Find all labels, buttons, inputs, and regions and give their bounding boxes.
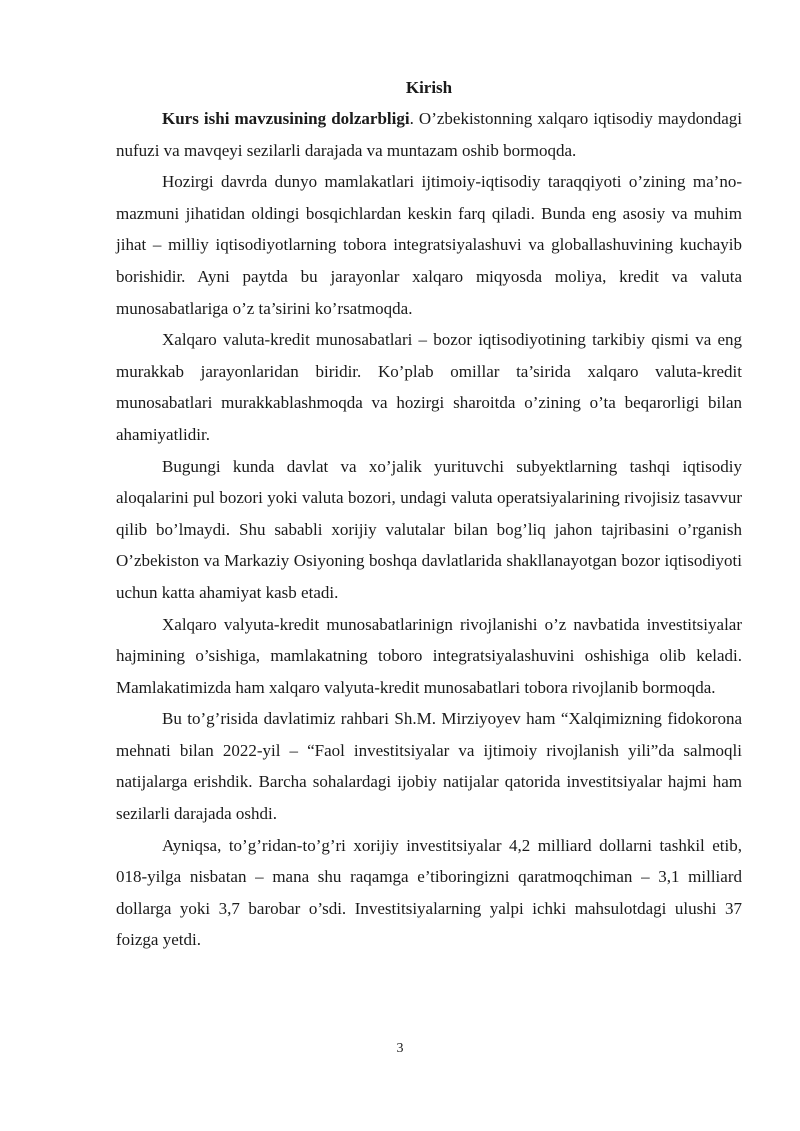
paragraph-2 <box>116 166 742 324</box>
paragraph-text: Xalqaro valuta-kredit munosabatlari – bozor iqtisodiyotining tarkibiy qismi va eng murakkab jarayonlaridan biridir. Ko’plab omillar ta’sirida xalqaro valuta-kredit munosabatlari murakkablashmoqda va hozirgi sharoitda o’zining o’ta beqarorligi bilan ahamiyatlidir. <box>116 330 742 444</box>
paragraph-text: Bu to’g’risida davlatimiz rahbari Sh.M. Mirziyoyev ham “Xalqimizning fidokorona mehnati bilan 2022-yil – “Faol investitsiyalar va ijtimoiy rivojlanish yili”da salmoqli natijalarga erishdik. Barcha sohalardagi ijobiy natijalar qatorida investitsiyalar hajmi ham sezilarli darajada oshdi. <box>116 709 742 824</box>
paragraph-6 <box>116 703 742 829</box>
paragraph-4 <box>116 451 742 609</box>
paragraph-text: Bugungi kunda davlat va xo’jalik yurituvchi subyektlarning tashqi iqtisodiy aloqalarini pul bozori yoki valuta bozori, undagi valuta operatsiyalarining rivojisiz tasavvur qilib bo’lmaydi. Shu sababli xorijiy valutalar bilan bog’liq jahon tajribasini o’rganish O’zbekiston va Markaziy Osiyoning boshqa davlatlarida shakllanayotgan bozor iqtisodiyoti uchun katta ahamiyat kasb etadi. <box>116 456 742 602</box>
paragraph-text: Hozirgi davrda dunyo mamlakatlari ijtimoiy-iqtisodiy taraqqiyoti o’zining ma’no-mazmuni jihatidan oldingi bosqichlardan keskin farq qiladi. Bunda eng asosiy va muhim jihat – milliy iqtisodiyotlarning tobora integratsiyalashuvi va globallashuvining kuchayib borishidir. Ayni paytda bu jarayonlar xalqaro miqyosda moliya, kredit va valuta munosabatlariga o’z ta’sirini ko’rsatmoqda. <box>116 172 742 318</box>
paragraph-7 <box>116 830 742 956</box>
paragraph-1 <box>116 103 742 166</box>
paragraph-lead-bold: Kurs ishi mavzusining dolzarbligi <box>162 109 410 128</box>
page-body <box>116 72 742 956</box>
paragraph-text: Ayniqsa, to’g’ridan-to’g’ri xorijiy investitsiyalar 4,2 milliard dollarni tashkil etib, 018-yilga nisbatan – mana shu raqamga e’tiboringizni qaratmoqchiman – 3,1 milliard dollarga yoki 3,7 barobar o’sdi. Investitsiyalarning yalpi ichki mahsulotdagi ulushi 37 foizga yetdi. <box>116 835 742 950</box>
paragraph-text: . O’zbekistonning xalqaro iqtisodiy maydondagi nufuzi va mavqeyi sezilarli darajada va muntazam oshib bormoqda. <box>116 109 742 160</box>
section-title: Kirish <box>405 78 453 97</box>
paragraph-5 <box>116 609 742 704</box>
paragraph-text: Xalqaro valyuta-kredit munosabatlarinign rivojlanishi o’z navbatida investitsiyalar hajmining o’sishiga, mamlakatning toboro integratsiyalashuvini oshishiga olib keladi. Mamlakatimizda ham xalqaro valyuta-kredit munosabatlari tobora rivojlanib bormoqda. <box>116 614 742 697</box>
paragraph-3 <box>116 324 742 450</box>
page-number: 3 <box>396 1041 404 1056</box>
